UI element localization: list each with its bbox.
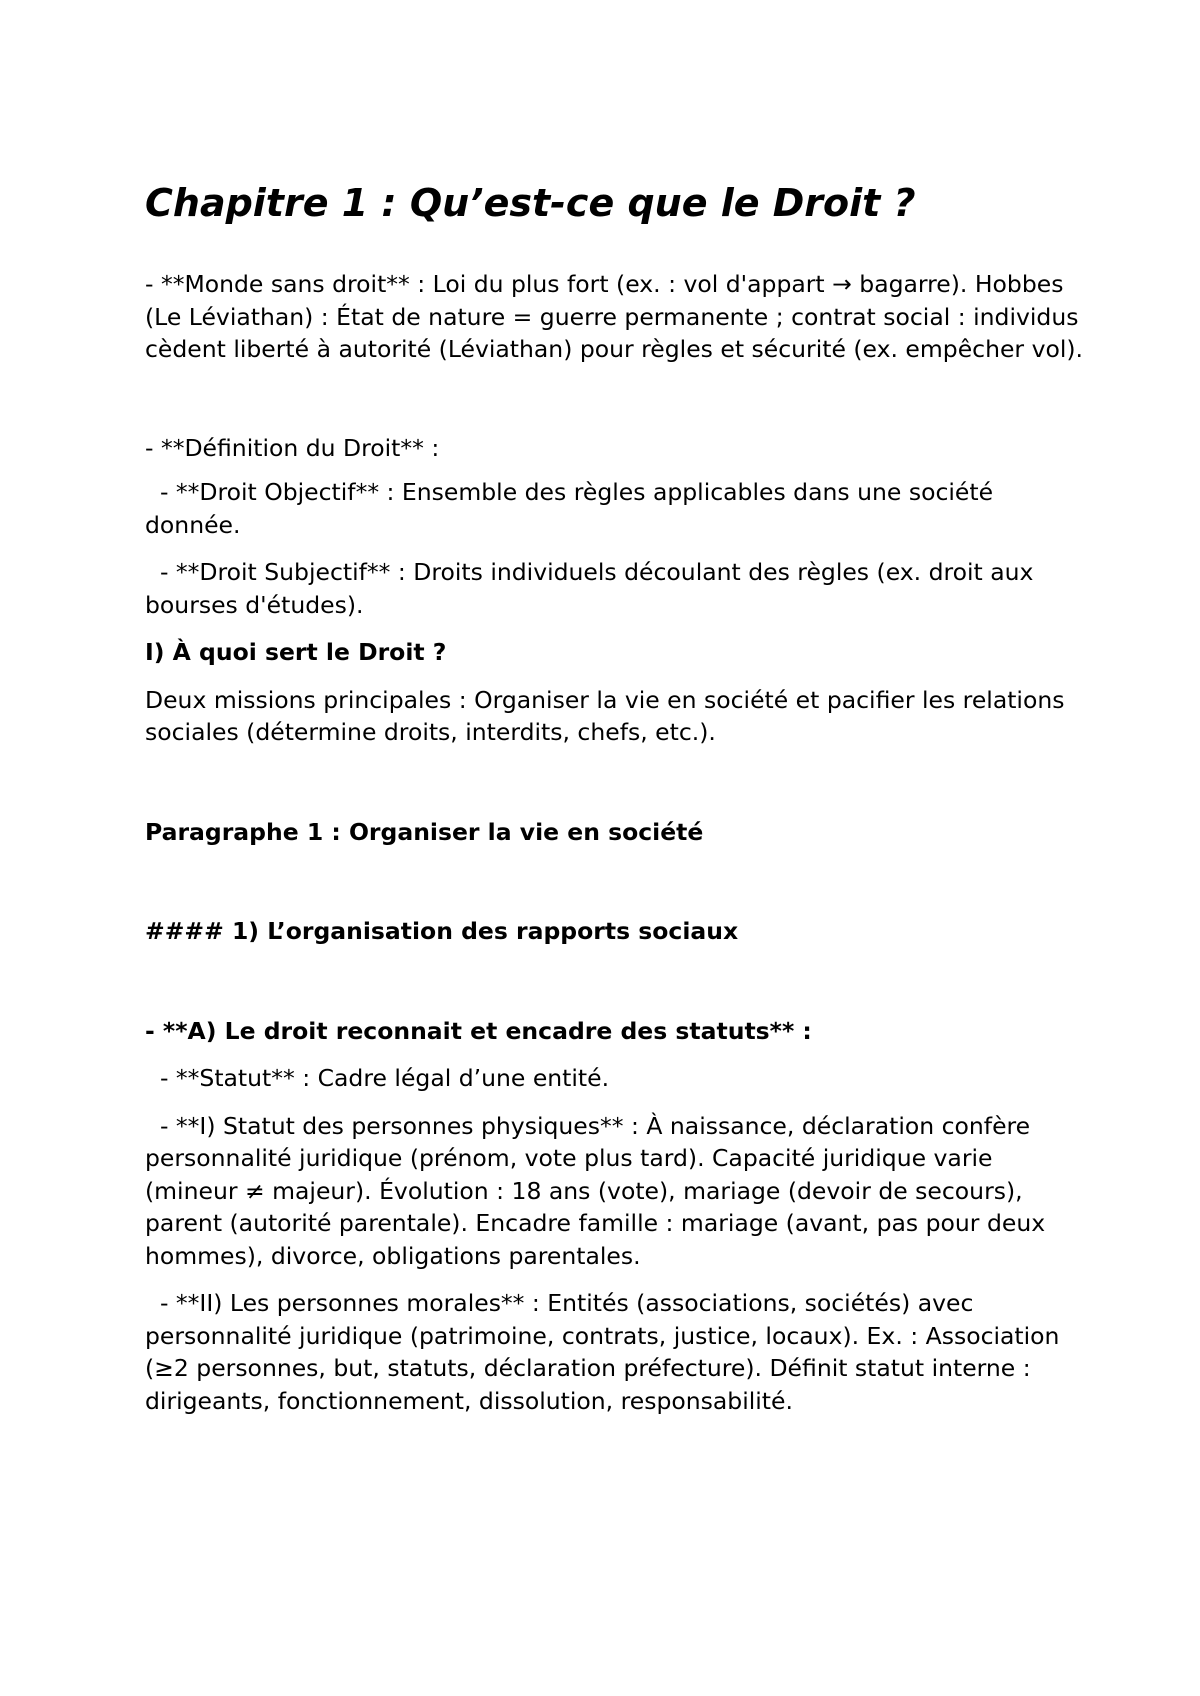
chapter-title: Chapitre 1 : Qu’est-ce que le Droit ? — [145, 181, 916, 225]
document-content — [145, 178, 1085, 1417]
heading-paragraphe-1: Paragraphe 1 : Organiser la vie en société — [145, 817, 704, 846]
paragraph-statut: - **Statut** : Cadre légal d’une entité. — [145, 1064, 610, 1092]
paragraph-droit-subjectif: - **Droit Subjectif** : Droits individuels découlant des règles (ex. droit aux bourses d'études). — [145, 558, 1041, 619]
paragraph-personnes-physiques: - **I) Statut des personnes physiques** : À naissance, déclaration confère personnalité juridique (prénom, vote plus tard). Capacité juridique varie (mineur ≠ majeur). Évolution : 18 ans (vote), mariage (devoir de secours), parent (autorité parentale). Encadre famille : mariage (avant, pas pour deux hommes), divorce, obligations parentales. — [145, 1111, 1053, 1270]
paragraph-deux-missions: Deux missions principales : Organiser la vie en société et pacifier les relations sociales (détermine droits, interdits, chefs, etc.). — [145, 685, 1065, 746]
heading-droit-reconnait-statuts: - **A) Le droit reconnait et encadre des statuts** : — [145, 1016, 812, 1045]
heading-organisation-rapports-sociaux: #### 1) L’organisation des rapports sociaux — [145, 917, 739, 945]
section-heading-a-quoi-sert: I) À quoi sert le Droit ? — [145, 638, 447, 666]
paragraph-personnes-morales: - **II) Les personnes morales** : Entités (associations, sociétés) avec personnalité juridique (patrimoine, contrats, justice, locaux). Ex. : Association (≥2 personnes, but, statuts, déclaration préfecture). Définit statut interne : dirigeants, fonctionnement, dissolution, responsabilité. — [145, 1289, 1067, 1415]
paragraph-definition-du-droit: - **Définition du Droit** : — [145, 433, 440, 462]
paragraph-monde-sans-droit: - **Monde sans droit** : Loi du plus fort (ex. : vol d'appart → bagarre). Hobbes (Le Léviathan) : État de nature = guerre permanente ; contrat social : individus cèdent liberté à autorité (Léviathan) pour règles et sécurité (ex. empêcher vol). — [145, 270, 1084, 363]
paragraph-droit-objectif: - **Droit Objectif** : Ensemble des règles applicables dans une société donnée. — [145, 478, 1001, 539]
